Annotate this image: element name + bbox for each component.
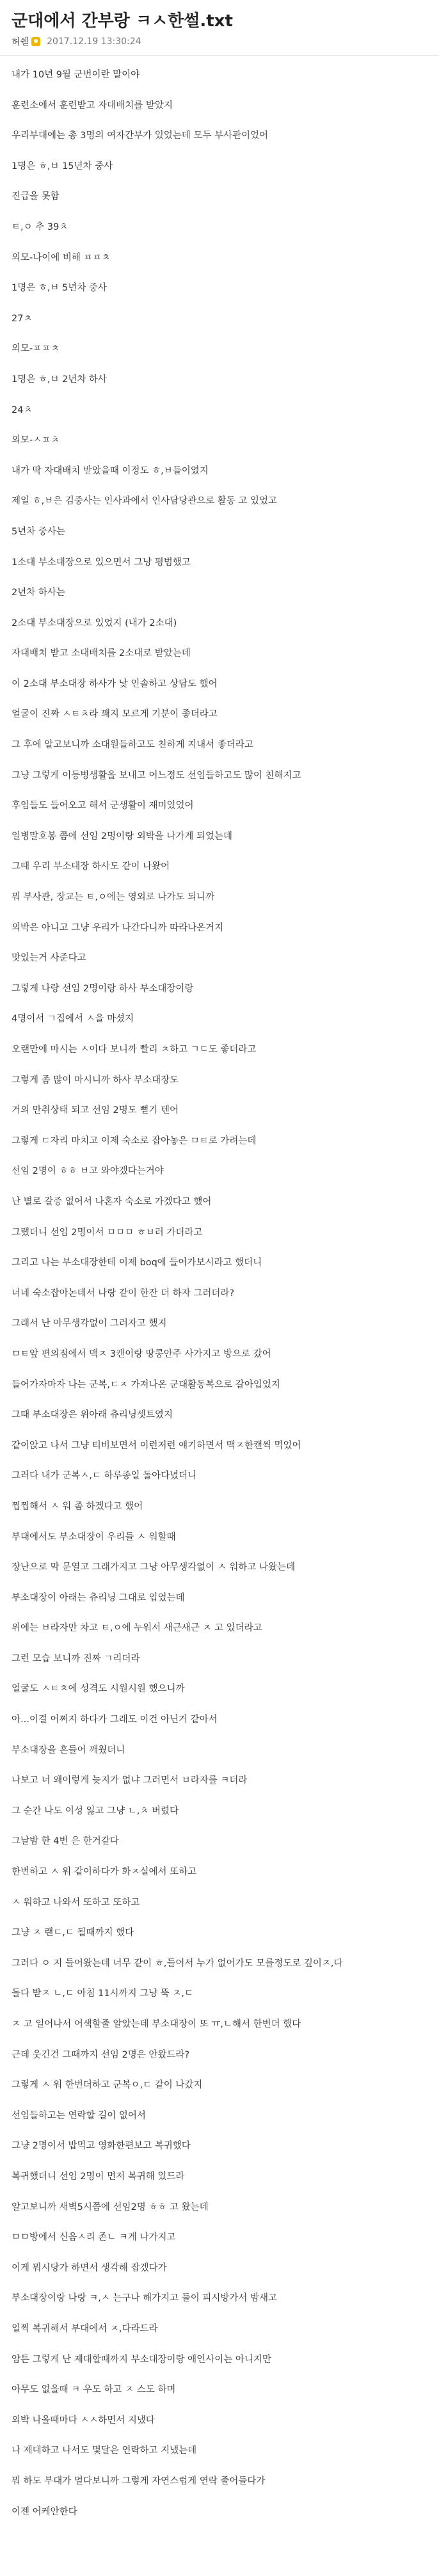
post-line: 훈련소에서 훈련받고 자대배치를 받았지 [12,100,173,111]
post-line: 그렇게 좀 많이 마시니까 하사 부소대장도 [12,1075,179,1085]
post-line: 24ㅊ [12,404,33,415]
post-line: ㅈ 고 일어나서 어색할줄 알았는데 부소대장이 또 ㅠ,ㄴ해서 한번더 했다 [12,2019,301,2029]
post-line: 2년차 하사는 [12,588,65,598]
post-line: 1명은 ㅎ,ㅂ 15년차 중사 [12,161,113,172]
post-line: 내가 10년 9월 군번이란 말이야 [12,70,140,80]
post-line: 그러다 ㅇ 지 들어왔는데 너무 같이 ㅎ,들어서 누가 없어가도 모를정도로 깊이ㅈ,다 [12,1958,343,1969]
post-line: 너네 숙소잡아논데서 나랑 같이 한잔 더 하자 그러더라? [12,1288,235,1299]
post-line: 이젠 어케안한다 [12,2506,77,2517]
post-line: 후임들도 들어오고 해서 군생활이 재미있었어 [12,801,194,812]
post-line: 알고보니까 새벽5시쯤에 선임2명 ㅎㅎ 고 왔는데 [12,2202,209,2212]
post-line: ㅌ,ㅇ 추 39ㅊ [12,221,68,232]
post-line: 제일 ㅎ,ㅂ은 김중사는 인사과에서 인사담당관으로 활동 고 있었고 [12,496,278,507]
post-line: 그렇게 ㄷ자리 마치고 이제 숙소로 잡아놓은 ㅁㅌ로 가려는데 [12,1135,257,1146]
post-line: 아...이걸 어쩌지 하다가 그래도 이건 아닌거 같아서 [12,1715,218,1725]
post-line: 1소대 부소대장으로 있으면서 그냥 평범했고 [12,557,191,568]
post-line: 오랜만에 마시는 ㅅ이다 보니까 빨리 ㅊ하고 ㄱㄷ도 좋더라고 [12,1044,257,1055]
post-line: 한번하고 ㅅ 워 같이하다가 화ㅈ실에서 또하고 [12,1867,197,1878]
post-meta [12,35,427,49]
post-line: 근데 웃긴건 그때까지 선임 2명은 안왔드라? [12,2049,190,2060]
post-line: 2소대 부소대장으로 있었지 (내가 2소대) [12,618,177,628]
post-line: 그렇게 나랑 선임 2명이랑 하사 부소대장이랑 [12,983,194,994]
post-line: 선임들하고는 연락할 길이 없어서 [12,2110,146,2121]
post-line: 돌다 받ㅈ ㄴ,ㄷ 아침 11시까지 그냥 뚝 ㅈ,ㄷ [12,1988,194,1999]
post-line: 외모-나이에 비해 ㅍㅍㅊ [12,252,111,263]
post-line: 그냥 ㅈ 랜ㄷ,ㄷ 될때까지 했다 [12,1928,134,1939]
post-line: 뭐 하도 부대가 멀다보니까 그렇게 자연스럽게 연락 줄어들다가 [12,2476,266,2486]
post-line: 나보고 너 왜이렇게 늦지가 없냐 그러면서 ㅂ라자를 ㅋ더라 [12,1775,248,1786]
post-line: 그날밤 한 4번 은 한거같다 [12,1836,119,1847]
post-line: 5년차 중사는 [12,526,65,537]
post-line: 아무도 없을때 ㅋ 우도 하고 ㅈ 스도 하며 [12,2385,176,2396]
post-line: 부소대장이랑 나랑 ㅋ,ㅅ 는구나 해가지고 둘이 피시방가서 밤새고 [12,2293,278,2304]
post-line: 외박 나올때마다 ㅅㅅ하면서 지냈다 [12,2415,155,2426]
post-line: 거의 만취상태 되고 선임 2명도 뻗기 텐어 [12,1105,179,1116]
post-line: 그 순간 나도 이성 잃고 그냥 ㄴ,ㅊ 버렸다 [12,1805,179,1816]
post-line: 내가 딱 자대배치 받았을때 이정도 ㅎ,ㅂ들이였지 [12,465,209,476]
post-header [0,0,439,55]
post-line: 그래서 난 아무생각없이 그러자고 했지 [12,1318,167,1329]
post-line: 나 제대하고 나서도 몇달은 연락하고 지냈는데 [12,2445,197,2456]
post-line: 부소대장이 아래는 츄리닝 그대로 입었는데 [12,1592,185,1603]
post-line: 외모-ㅅㅍㅊ [12,435,60,446]
post-line: 선임 2명이 ㅎㅎ ㅂ고 와야겠다는거야 [12,1166,164,1177]
post-line: 이게 뭐시당가 하면서 생각해 잡겠다가 [12,2262,167,2273]
post-line: 맛있는거 사준다고 [12,953,86,964]
post-line: 그러다 내가 군복ㅅ,ㄷ 하루종일 돌아다녔더니 [12,1471,197,1482]
post-line: 같이앉고 나서 그냥 티비보면서 이런저런 얘기하면서 맥ㅈ한캔씩 먹었어 [12,1440,301,1451]
post-line: 진급을 못함 [12,191,60,202]
post-line: 우리부대에는 총 3명의 여자간부가 있었는데 모두 부사관이었어 [12,131,269,141]
post-body [12,60,427,2527]
post-line: 그랬더니 선임 2명이서 ㅁㅁㅁ ㅎㅂ러 가더라고 [12,1227,203,1238]
post-line: 그냥 그렇게 이등병생활을 보내고 어느정도 선임들하고도 많이 친해지고 [12,770,301,781]
post-line: 4명이서 ㄱ집에서 ㅅ을 마셨지 [12,1014,134,1025]
post-line: 외박은 아니고 그냥 우리가 나간다니까 따라나온거지 [12,922,224,933]
post-line: 그 후에 알고보니까 소대원들하고도 친하게 지내서 좋더라고 [12,740,253,751]
post-line: ㅁㅁ방에서 신음ㅅ리 존ㄴ ㅋ게 나가지고 [12,2232,176,2243]
post-line: 그때 부소대장은 위아래 츄리닝셋트였지 [12,1410,173,1421]
post-line: 얼굴이 진짜 ㅅㅌㅊ라 꽤지 모르게 기분이 좋더라고 [12,709,218,720]
post-date: 2017.12.19 13:30:24 [47,36,141,47]
post-line: 찝찝해서 ㅅ 워 좀 하겠다고 했어 [12,1501,143,1512]
post-line: 27ㅊ [12,313,33,324]
post-line: 들어가자마자 나는 군복,ㄷㅈ 가져나온 군대활동복으로 갈아입었지 [12,1379,280,1390]
post-line: 그런 모습 보니까 진짜 ㄱ리더라 [12,1653,140,1664]
post-line: 1명은 ㅎ,ㅂ 2년차 하사 [12,374,107,385]
post-line: 부대에서도 부소대장이 우리들 ㅅ 워할때 [12,1532,176,1542]
post-line: 부소대장을 흔들어 깨웠더니 [12,1745,125,1756]
post-line: 일병말호봉 쯤에 선임 2명이랑 외박을 나가게 되었는데 [12,831,233,842]
post-line: 그리고 나는 부소대장한테 이제 boq에 들어가보시라고 했더니 [12,1258,262,1268]
post-line: 장난으로 막 문열고 그래가지고 그냥 아무생각없이 ㅅ 워하고 나왔는데 [12,1562,296,1573]
post-line: 이 2소대 부소대장 하사가 낯 인솔하고 상담도 했어 [12,678,218,689]
post-line: ㅅ 워하고 나와서 또하고 또하고 [12,1897,140,1908]
post-title: 군대에서 간부랑 ㅋㅅ한썰.txt [12,12,233,31]
post-line: 복귀했더니 선임 2명이 먼저 복귀해 있드라 [12,2171,185,2182]
level-badge-icon [31,37,40,46]
post-line: 1명은 ㅎ,ㅂ 5년차 중사 [12,283,107,294]
header-divider [0,55,439,56]
post-line: 외모-ㅍㅍㅊ [12,344,60,355]
post-line: 뭐 부사관, 장교는 ㅌ,ㅇ에는 영외로 나가도 되니까 [12,892,215,903]
post-line: 그렇게 ㅅ 워 한번더하고 군복ㅇ,ㄷ 같이 나갔지 [12,2080,203,2091]
post-line: 암튼 그렇게 난 제대할때까지 부소대장이랑 애인사이는 아니지만 [12,2354,271,2365]
author-name[interactable]: 허쉘 [12,37,29,47]
post-line: 난 별로 갈증 없어서 나혼자 숙소로 가겠다고 했어 [12,1196,212,1207]
post-line: ㅁㅌ앞 편의점에서 맥ㅈ 3캔이랑 땅콩안주 사가지고 방으로 갔어 [12,1348,271,1359]
post-line: 위에는 ㅂ라자만 차고 ㅌ,ㅇ에 누워서 새근새근 ㅈ 고 있더라고 [12,1623,262,1634]
post-line: 자대배치 받고 소대배치를 2소대로 받았는데 [12,648,191,659]
post-line: 그때 우리 부소대장 하사도 같이 나왔어 [12,861,170,872]
post-line: 그냥 2명이서 밥먹고 영화한편보고 복귀했다 [12,2141,191,2152]
post-line: 일찍 복귀해서 부대에서 ㅈ,다라드라 [12,2323,158,2334]
post-line: 얼굴도 ㅅㅌㅊ에 성격도 시원시원 했으니까 [12,1684,185,1695]
